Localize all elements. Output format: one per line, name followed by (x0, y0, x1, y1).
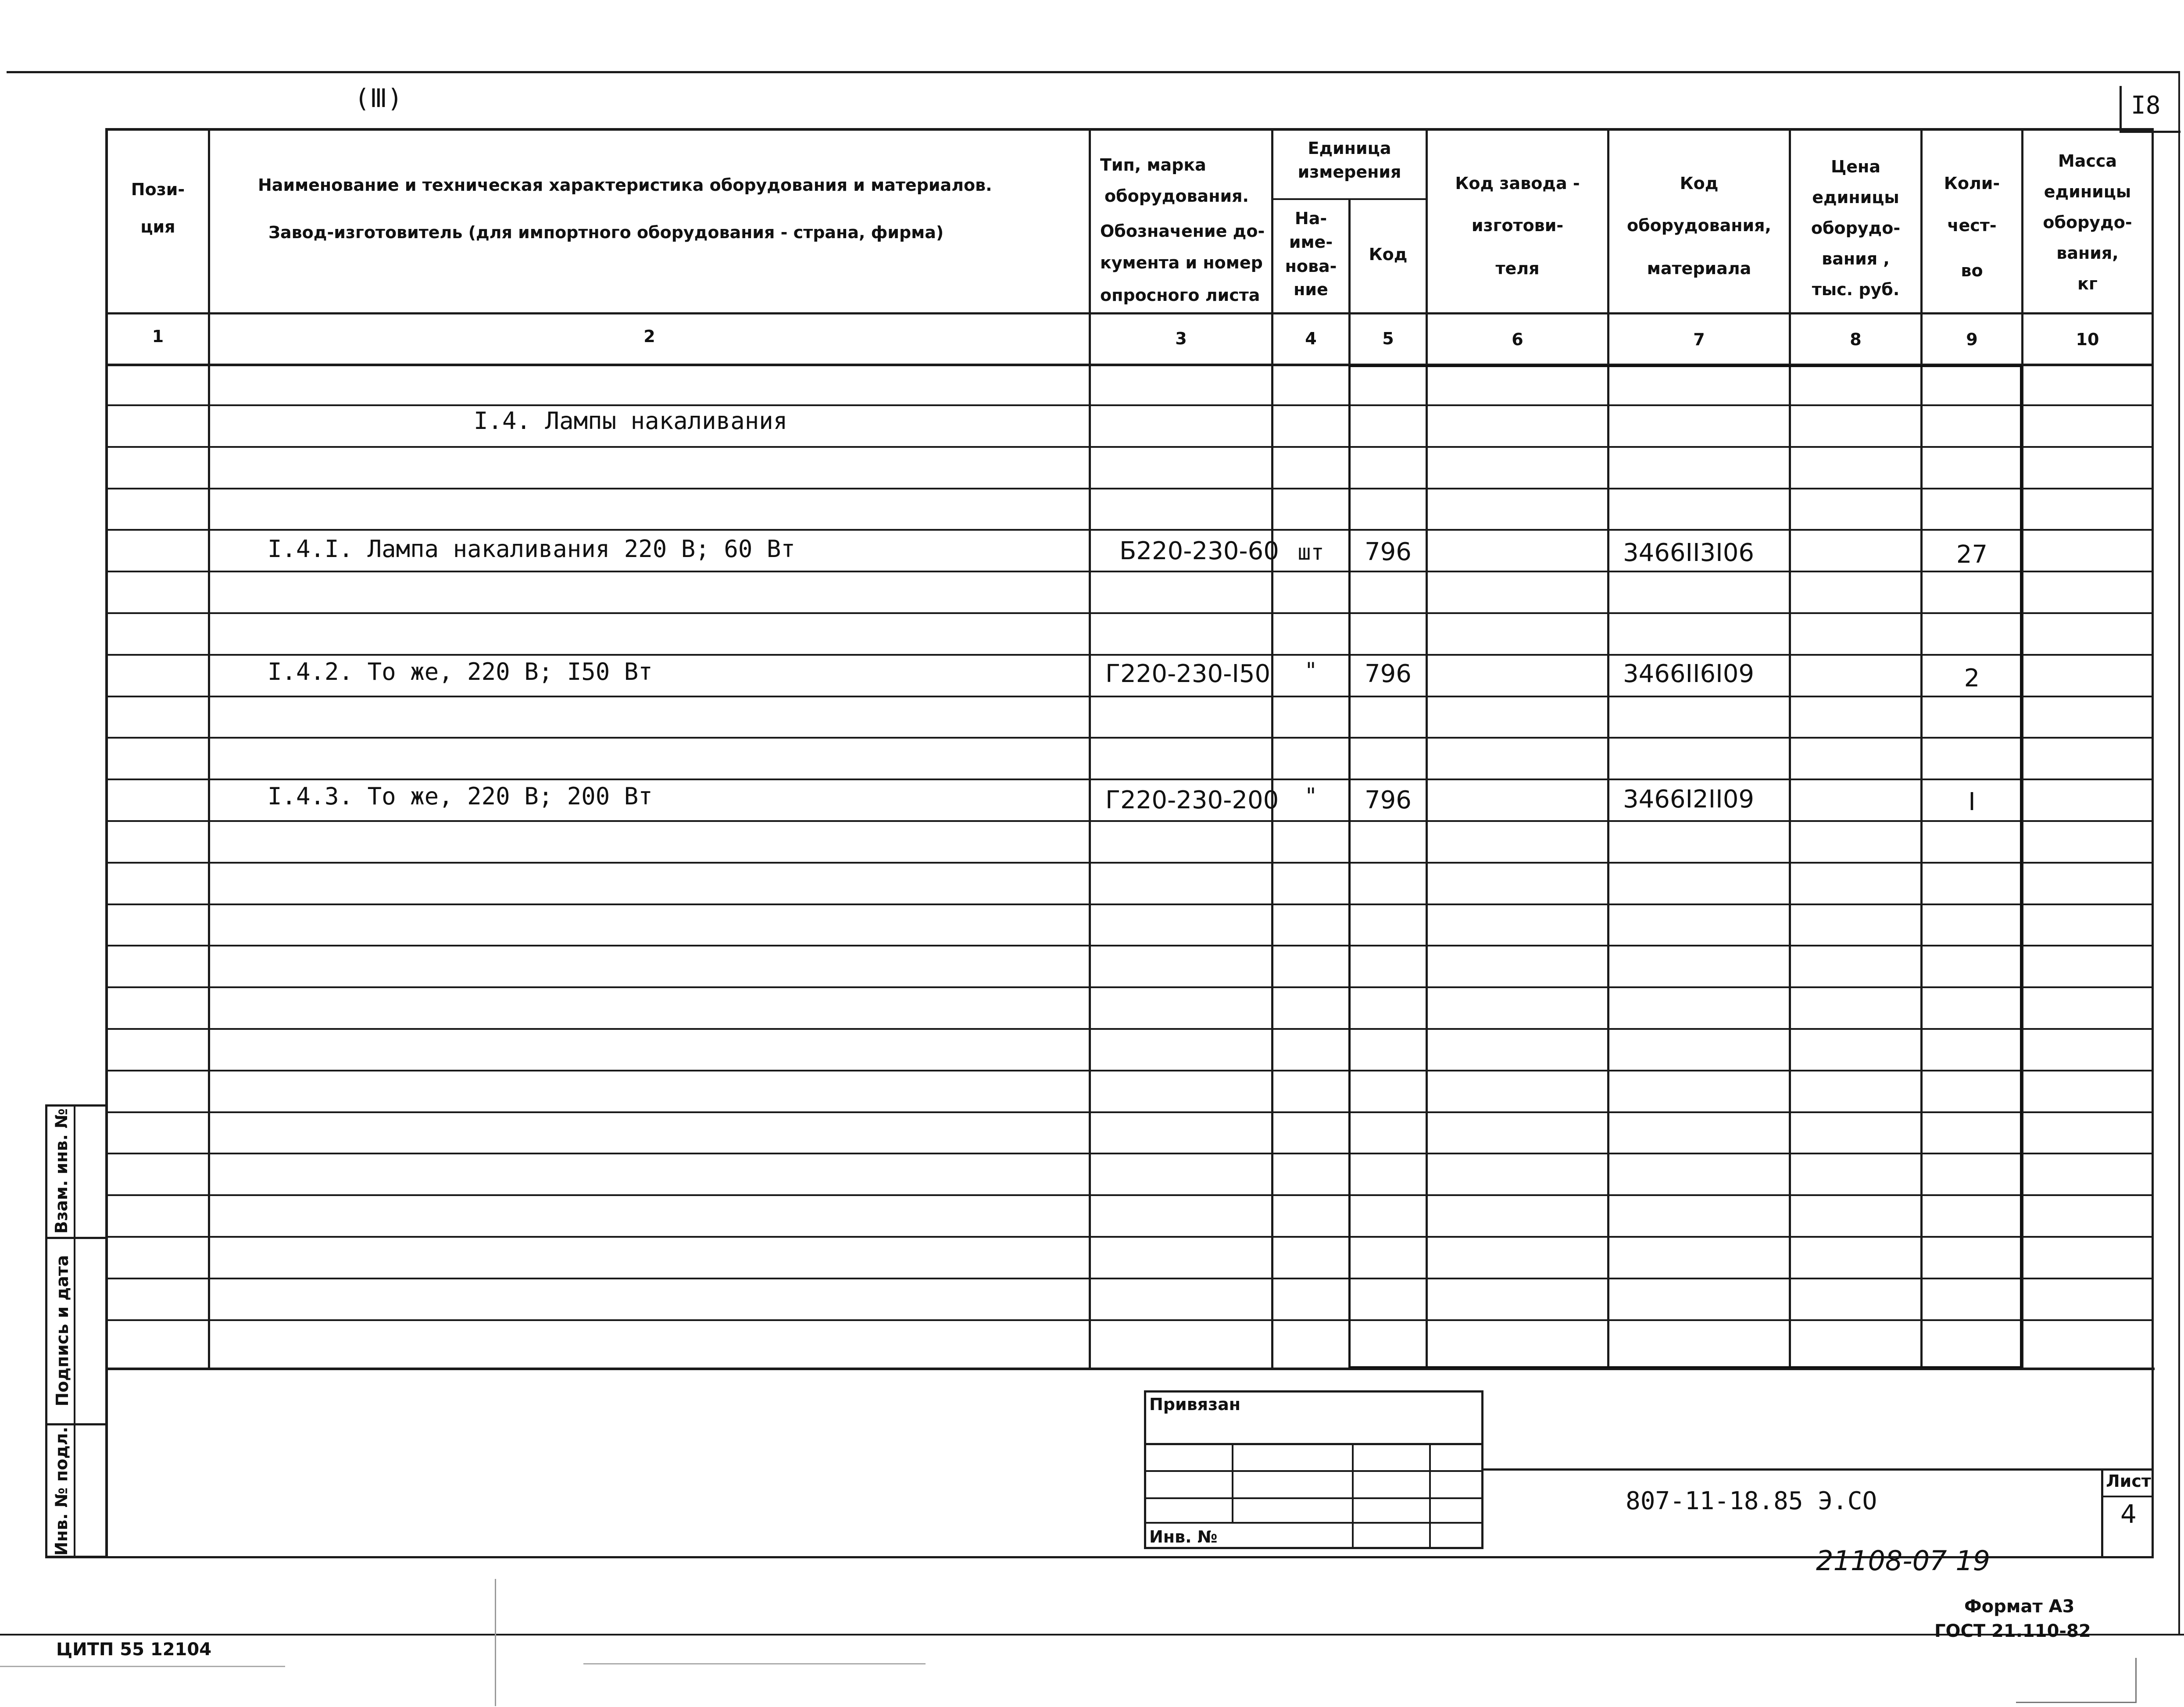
hdr-col1-l1: Пози- (131, 180, 185, 199)
vline-c1 (208, 128, 210, 1369)
hdr-col8-l4: вания , (1822, 249, 1890, 268)
row1-name: I.4.I. Лампа накаливания 220 В; 60 Вт (268, 535, 795, 563)
colnum-10: 10 (2076, 330, 2099, 349)
privyazan-box (1144, 1390, 1483, 1549)
hdr-col10-l2: единицы (2044, 182, 2131, 201)
colnum-7: 7 (1693, 330, 1705, 349)
row1-material-code: 3466II3I06 (1623, 539, 1754, 567)
hdr-col10-l5: кг (2077, 274, 2098, 293)
row1-unit: шт (1298, 539, 1324, 565)
vline-right (2152, 128, 2154, 1369)
doc-code: 807-11-18.85 Э.СО (1626, 1487, 1877, 1515)
hdr-col3-l2: оборудования. (1105, 186, 1249, 206)
hdr-col1-l2: ция (140, 217, 175, 236)
row2-unit: " (1304, 658, 1318, 683)
privyazan-h2 (1144, 1470, 1483, 1472)
hdr-col8-l2: единицы (1812, 188, 1899, 207)
hdr-col10-l4: вания, (2056, 243, 2119, 263)
section-title: I.4. Лампы накаливания (474, 407, 788, 435)
hdr-col8-l3: оборудо- (1811, 218, 1901, 238)
hdr-col4-l2: име- (1289, 232, 1333, 252)
top-border-line (7, 71, 2180, 73)
hdr-col3-l3: Обозначение до- (1100, 221, 1265, 241)
side-stamp-label-a: Взам. инв. № (52, 1108, 71, 1234)
side-stamp-split-1 (45, 1237, 107, 1239)
row3-unit: " (1304, 783, 1318, 809)
privyazan-v3 (1429, 1443, 1431, 1549)
vline-c2 (1089, 128, 1091, 1369)
colnum-9: 9 (1966, 330, 1978, 349)
row1-qty: 27 (1956, 540, 1988, 569)
hdr-col8-l1: Цена (1831, 157, 1880, 176)
hdr-col6-l2: изготови- (1471, 216, 1564, 235)
row1-type: Б220-230-60 (1119, 537, 1279, 565)
sheet-box-split (2101, 1496, 2154, 1497)
scan-bracket (2016, 1658, 2137, 1703)
hdr-col4-l1: На- (1294, 209, 1327, 228)
row2-qty: 2 (1964, 664, 1980, 693)
vline-c3 (1271, 128, 1273, 1369)
row1-code: 796 (1365, 538, 1412, 566)
hdr-col2-l2: Завод-изготовитель (для импортного оборудования - страна, фирма) (268, 223, 944, 242)
row2-material-code: 3466II6I09 (1623, 660, 1754, 688)
hdr-col3-l5: опросного листа (1100, 286, 1260, 305)
doc-code-top-line (1483, 1468, 2154, 1471)
hdr-col3-l1: Тип, марка (1100, 155, 1206, 175)
row3-type: Г220-230-200 (1105, 786, 1279, 814)
row2-type: Г220-230-I50 (1105, 660, 1271, 688)
hdr-col6-l1: Код завода - (1455, 174, 1580, 193)
hdr-col10-l3: оборудо- (2043, 213, 2132, 232)
hdr-col2-l1: Наименование и техническая характеристика оборудования и материалов. (258, 175, 992, 195)
colnum-8: 8 (1850, 330, 1862, 349)
colnum-1: 1 (152, 327, 164, 346)
privyazan-h1 (1144, 1443, 1483, 1445)
bottom-border-line (0, 1634, 2184, 1636)
printer-label: ЦИТП 55 12104 (56, 1639, 212, 1660)
side-stamp-label-c: Инв. № подл. (52, 1426, 71, 1556)
thick-box (1348, 365, 2022, 1368)
row3-material-code: 3466I2II09 (1623, 785, 1754, 814)
header-bottom-line (105, 312, 2154, 314)
hdr-unit-l1: Единица (1308, 139, 1391, 158)
inv-label: Инв. № (1149, 1527, 1218, 1546)
hdr-col6-l3: теля (1495, 259, 1540, 278)
side-stamp-label-b: Подпись и дата (53, 1255, 72, 1407)
hdr-col4-l4: ние (1294, 280, 1328, 299)
colnum-5: 5 (1382, 329, 1394, 348)
hdr-unit-l2: измерения (1298, 162, 1401, 182)
hdr-col9-l3: во (1961, 261, 1983, 280)
row3-code: 796 (1365, 786, 1412, 814)
right-border-line (2178, 71, 2180, 1635)
privyazan-v1 (1232, 1443, 1233, 1523)
hdr-col4-l3: нова- (1285, 257, 1337, 276)
hdr-col10-l1: Масса (2058, 151, 2117, 171)
colnum-3: 3 (1175, 329, 1187, 348)
hdr-col9-l2: чест- (1947, 216, 1997, 235)
page-corner-number: I8 (2131, 91, 2161, 120)
hdr-col7-l1: Код (1680, 174, 1719, 193)
hdr-col8-l5: тыс. руб. (1812, 280, 1900, 299)
scan-mark-3 (0, 1666, 285, 1667)
section-roman: (Ⅲ) (354, 83, 403, 113)
scan-mark-1 (495, 1579, 496, 1706)
gost-label: ГОСТ 21.110-82 (1934, 1621, 2091, 1641)
handwritten-code: 21108-07 19 (1816, 1545, 1991, 1577)
colnum-6: 6 (1512, 330, 1523, 349)
scan-mark-2 (583, 1663, 926, 1664)
table-top-line (105, 128, 2154, 131)
row3-name: I.4.3. То же, 220 В; 200 Вт (268, 782, 653, 810)
hdr-col3-l4: кумента и номер (1100, 253, 1263, 272)
row3-qty: I (1968, 788, 1976, 816)
row2-name: I.4.2. То же, 220 В; I50 Вт (268, 658, 653, 686)
privyazan-label: Привязан (1149, 1395, 1241, 1414)
format-label: Формат А3 (1964, 1596, 2075, 1617)
hdr-col7-l2: оборудования, (1627, 216, 1771, 235)
hdr-col7-l3: материала (1647, 259, 1751, 278)
privyazan-h3 (1144, 1497, 1483, 1499)
privyazan-h4 (1144, 1522, 1483, 1524)
colnum-2: 2 (643, 327, 655, 346)
hdr-col9-l1: Коли- (1944, 174, 2000, 193)
sheet-number: 4 (2120, 1499, 2137, 1529)
hdr-col5: Код (1369, 245, 1408, 264)
row2-code: 796 (1365, 660, 1412, 688)
colnum-4: 4 (1305, 329, 1317, 348)
privyazan-v2 (1352, 1443, 1354, 1549)
sheet-label: Лист (2106, 1471, 2151, 1491)
side-stamp-inner-line (74, 1104, 75, 1558)
